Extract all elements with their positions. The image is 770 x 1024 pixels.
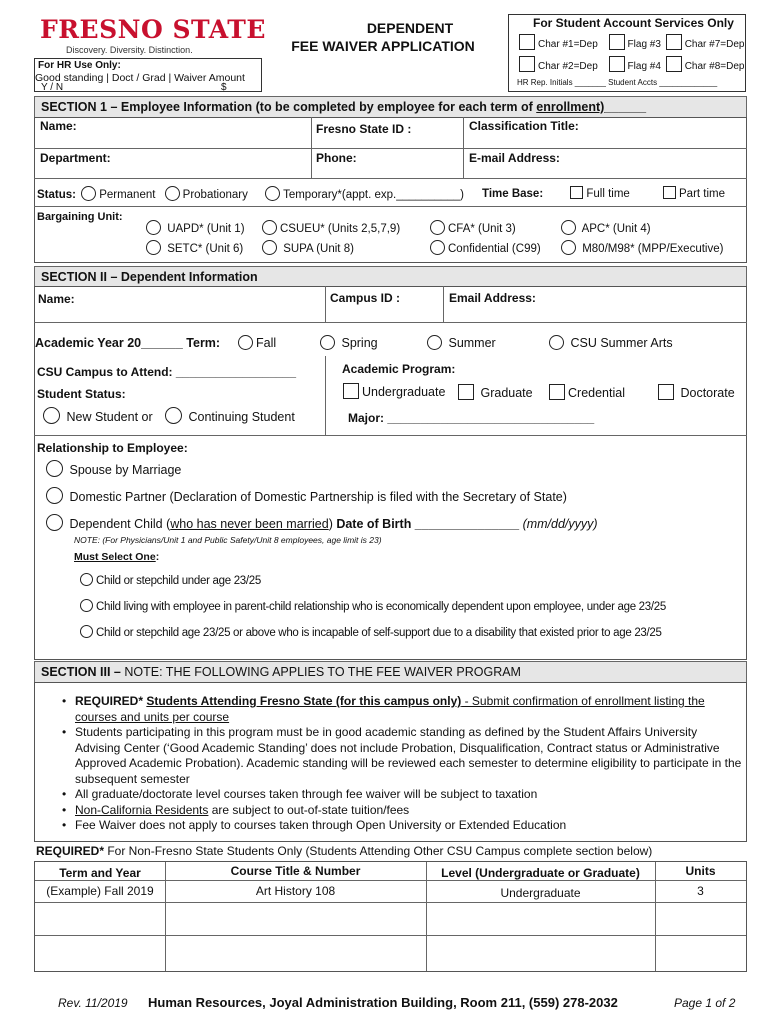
prog-grad <box>458 384 533 400</box>
prog-cred-checkbox[interactable] <box>549 384 565 400</box>
unit-apc-label: APC* (Unit 4) <box>581 223 651 235</box>
section1-header <box>34 96 747 118</box>
prog-doct <box>658 384 735 400</box>
status-row <box>37 186 464 201</box>
new-student <box>43 407 153 424</box>
logo-text: FRESNO STATE <box>40 15 266 44</box>
rel-partner-radio[interactable] <box>46 487 63 504</box>
prog-undergrad-checkbox[interactable] <box>343 383 359 399</box>
logo-wordmark <box>40 16 266 44</box>
sas-box <box>508 14 746 92</box>
rel-child-suffix: ) <box>328 517 337 531</box>
part-time-label: Part time <box>679 188 726 200</box>
major-field[interactable]: Major: _______________________________ <box>348 411 595 425</box>
dob-field[interactable]: _______________ <box>411 517 523 531</box>
classification-title-label[interactable]: Classification Title: <box>469 119 579 133</box>
status-temporary-label: Temporary*(appt. exp.__________) <box>283 189 465 201</box>
term-csu-arts <box>549 335 673 350</box>
unit-supa-radio[interactable] <box>262 240 277 255</box>
revision-date: Rev. 11/2019 <box>58 996 128 1010</box>
unit-conf-radio[interactable] <box>430 240 445 255</box>
status-permanent-label: Permanent <box>99 189 156 201</box>
section3-title: NOTE: THE FOLLOWING APPLIES TO THE FEE WAIVER PROGRAM <box>120 665 521 679</box>
prog-cred-label: Credential <box>568 386 625 400</box>
rel-spouse <box>46 460 181 477</box>
unit-setc <box>146 240 243 255</box>
unit-uapd-radio[interactable] <box>146 220 161 235</box>
department-label[interactable]: Department: <box>40 151 111 165</box>
section1-title: SECTION 1 – Employee Information (to be completed by employee for each term of <box>41 100 537 114</box>
table-cell-course[interactable]: Art History 108 <box>255 884 336 898</box>
child-option-3 <box>80 625 662 639</box>
unit-m80 <box>561 240 723 255</box>
note-open-university: • Fee Waiver does not apply to courses taken through Open University or Extended Education <box>75 818 743 834</box>
child-option-3-radio[interactable] <box>80 625 93 638</box>
phone-label[interactable]: Phone: <box>316 151 357 165</box>
prog-cred <box>549 384 625 400</box>
table-cell-term[interactable]: (Example) Fall 2019 <box>46 884 154 898</box>
student-status-label: Student Status: <box>37 387 126 401</box>
table-row[interactable] <box>35 903 746 934</box>
table-cell-level[interactable]: Undergraduate <box>500 886 581 900</box>
hr-use-dollar[interactable]: $ <box>221 82 227 93</box>
page-number: Page 1 of 2 <box>674 996 736 1010</box>
academic-year-field[interactable]: Academic Year 20______ Term: <box>35 336 221 350</box>
unit-m80-label: M80/M98* (MPP/Executive) <box>582 243 724 255</box>
rel-partner <box>46 487 567 504</box>
unit-cfa-radio[interactable] <box>430 220 445 235</box>
char7-checkbox[interactable] <box>666 34 682 50</box>
must-select-colon: : <box>155 551 160 563</box>
new-student-label: New Student or <box>66 410 153 424</box>
th-course-title: Course Title & Number <box>230 864 361 878</box>
section2-header: SECTION II – Dependent Information <box>34 266 747 287</box>
rel-child-underlined: who has never been married <box>170 517 329 531</box>
part-time-checkbox[interactable] <box>663 186 676 199</box>
char7-label: Char #7=Dep <box>684 39 745 50</box>
prog-doct-label: Doctorate <box>680 386 735 400</box>
dependent-email-label[interactable]: Email Address: <box>449 291 536 305</box>
unit-m80-radio[interactable] <box>561 240 576 255</box>
flag4-checkbox[interactable] <box>609 56 625 72</box>
note-academic-standing: • Students participating in this program must be in good academic standing as defined by the Student Affairs University Advising Center (‘Good Academic Standing’ does not include Probation, Disqualification, Contract status or Administrative Approved Academic Probation). Academic standing will be reviewed each semester to determine eligibility to participate in the subsequent semester <box>75 725 743 787</box>
term-summer <box>427 335 496 350</box>
employee-email-label[interactable]: E-mail Address: <box>469 151 560 165</box>
relationship-label: Relationship to Employee: <box>37 441 188 455</box>
section3-title-bold: SECTION III – <box>41 665 121 679</box>
term-summer-radio[interactable] <box>427 335 442 350</box>
unit-cfa <box>430 220 516 235</box>
flag3-label: Flag #3 <box>627 39 661 50</box>
table-row[interactable] <box>35 936 746 970</box>
unit-apc-radio[interactable] <box>561 220 576 235</box>
table-cell-units[interactable]: 3 <box>697 884 704 898</box>
dependent-name-label[interactable]: Name: <box>38 292 75 306</box>
dob-label: Date of Birth <box>336 517 412 531</box>
term-spring <box>320 335 378 350</box>
rel-child <box>46 514 598 531</box>
prog-grad-label: Graduate <box>480 386 533 400</box>
child-option-2-label: Child living with employee in parent-child relationship who is economically dependent upon employee, under age 23/25 <box>96 601 666 613</box>
must-select-one <box>74 551 159 563</box>
hr-use-title: For HR Use Only: <box>38 60 121 71</box>
program-row <box>343 383 445 399</box>
campus-id-label[interactable]: Campus ID : <box>330 291 401 305</box>
term-fall-radio[interactable] <box>238 335 253 350</box>
flag4-label: Flag #4 <box>627 61 661 72</box>
unit-setc-label: SETC* (Unit 6) <box>167 243 244 255</box>
hr-use-yn[interactable]: Y / N <box>41 82 64 93</box>
note-non-resident <box>75 803 743 819</box>
char2-label: Char #2=Dep <box>538 61 598 72</box>
note-required-rest: - Submit confirmation of enrollment listing the courses and units per course <box>75 694 705 724</box>
timebase-row <box>482 186 725 200</box>
required-text: For Non-Fresno State Students Only (Students Attending Other CSU Campus complete section below) <box>104 844 653 858</box>
new-student-radio[interactable] <box>43 407 60 424</box>
sas-row2 <box>519 56 744 72</box>
char1-label: Char #1=Dep <box>538 39 598 50</box>
term-fall-label: Fall <box>256 336 277 350</box>
child-option-1-label: Child or stepchild under age 23/25 <box>96 575 261 587</box>
th-units: Units <box>685 864 716 878</box>
timebase-label: Time Base: <box>482 188 544 200</box>
child-option-1-radio[interactable] <box>80 573 93 586</box>
academic-program-label: Academic Program: <box>342 362 456 376</box>
note-required-underlined: Students Attending Fresno State (for this campus only) <box>146 694 462 708</box>
csu-campus-field[interactable]: CSU Campus to Attend: __________________ <box>37 365 297 379</box>
bargaining-unit-label: Bargaining Unit: <box>37 211 123 223</box>
rel-partner-label: Domestic Partner (Declaration of Domestic Partnership is filed with the Secretary of State) <box>69 490 567 504</box>
sas-title: For Student Account Services Only <box>533 16 734 30</box>
prog-grad-checkbox[interactable] <box>458 384 474 400</box>
hr-use-box <box>34 58 262 92</box>
rel-spouse-radio[interactable] <box>46 460 63 477</box>
term-summer-label: Summer <box>448 336 496 350</box>
term-csu-arts-radio[interactable] <box>549 335 564 350</box>
rel-child-label: Dependent Child ( <box>69 517 171 531</box>
unit-apc <box>561 220 651 235</box>
form-title-line1: DEPENDENT <box>366 20 454 36</box>
child-option-2-radio[interactable] <box>80 599 93 612</box>
unit-uapd <box>146 220 245 235</box>
char2-checkbox[interactable] <box>519 56 535 72</box>
required-bold: REQUIRED* <box>36 844 105 858</box>
rel-spouse-label: Spouse by Marriage <box>69 463 182 477</box>
fresno-state-id-label[interactable]: Fresno State ID : <box>316 122 412 136</box>
note-required-bold: REQUIRED* <box>75 694 147 708</box>
rel-child-radio[interactable] <box>46 514 63 531</box>
sas-row1 <box>519 34 744 50</box>
unit-conf-label: Confidential (C99) <box>448 243 541 255</box>
unit-supa-label: SUPA (Unit 8) <box>283 243 354 255</box>
continuing-student-label: Continuing Student <box>188 410 295 424</box>
flag3-checkbox[interactable] <box>609 34 625 50</box>
required-non-fresno <box>36 844 652 858</box>
unit-uapd-label: UAPD* (Unit 1) <box>167 223 245 235</box>
status-probationary-label: Probationary <box>182 189 248 201</box>
unit-csueu-radio[interactable] <box>262 220 277 235</box>
prog-undergrad-label: Undergraduate <box>362 385 446 399</box>
section3-header <box>34 661 747 683</box>
status-permanent-radio[interactable] <box>81 186 96 201</box>
fee-waiver-notes <box>59 694 743 834</box>
full-time-checkbox[interactable] <box>570 186 583 199</box>
hr-use-fields: Good standing | Doct / Grad | Waiver Amount <box>35 72 245 84</box>
continuing-student-radio[interactable] <box>165 407 182 424</box>
note-required <box>75 694 743 725</box>
section1-title-underlined: enrollment) <box>536 100 605 114</box>
age-note: NOTE: (For Physicians/Unit 1 and Public Safety/Unit 8 employees, age limit is 23) <box>74 535 382 545</box>
unit-setc-radio[interactable] <box>146 240 161 255</box>
employee-name-label[interactable]: Name: <box>40 119 77 133</box>
dob-format: (mm/dd/yyyy) <box>522 517 598 531</box>
status-temporary-radio[interactable] <box>265 186 280 201</box>
unit-csueu <box>262 220 400 235</box>
char8-checkbox[interactable] <box>666 56 682 72</box>
sas-initials[interactable]: HR Rep. Initials _______ Student Accts _____________ <box>517 78 718 87</box>
char8-label: Char #8=Dep <box>684 61 745 72</box>
hr-contact: Human Resources, Joyal Administration Building, Room 211, (559) 278-2032 <box>148 995 618 1010</box>
child-option-2 <box>80 599 666 613</box>
status-probationary-radio[interactable] <box>165 186 180 201</box>
th-term-year: Term and Year <box>59 866 141 880</box>
logo-tagline: Discovery. Diversity. Distinction. <box>66 45 193 55</box>
form-title-line2: FEE WAIVER APPLICATION <box>291 38 475 54</box>
unit-cfa-label: CFA* (Unit 3) <box>448 223 516 235</box>
section1-title-suffix: ______ <box>604 100 647 114</box>
continuing-student <box>165 407 295 424</box>
child-option-1 <box>80 573 261 587</box>
note-non-resident-rest: are subject to out-of-state tuition/fees <box>208 802 410 817</box>
course-table <box>34 861 747 972</box>
unit-csueu-label: CSUEU* (Units 2,5,7,9) <box>280 223 401 235</box>
char1-checkbox[interactable] <box>519 34 535 50</box>
must-select-text: Must Select One <box>74 551 156 563</box>
unit-confidential <box>430 240 541 255</box>
child-option-3-label: Child or stepchild age 23/25 or above who is incapable of self-support due to a disability that existed prior to age 23/25 <box>96 627 662 639</box>
term-spring-radio[interactable] <box>320 335 335 350</box>
prog-doct-checkbox[interactable] <box>658 384 674 400</box>
term-fall <box>238 335 276 350</box>
unit-supa <box>262 240 354 255</box>
logo <box>40 16 266 55</box>
term-csu-arts-label: CSU Summer Arts <box>570 336 673 350</box>
status-label: Status: <box>37 189 76 201</box>
full-time-label: Full time <box>586 188 630 200</box>
th-level: Level (Undergraduate or Graduate) <box>441 866 640 880</box>
note-taxation: • All graduate/doctorate level courses taken through fee waiver will be subject to taxation <box>75 787 743 803</box>
term-spring-label: Spring <box>341 336 378 350</box>
note-non-resident-underlined: Non-California Residents <box>75 802 209 817</box>
